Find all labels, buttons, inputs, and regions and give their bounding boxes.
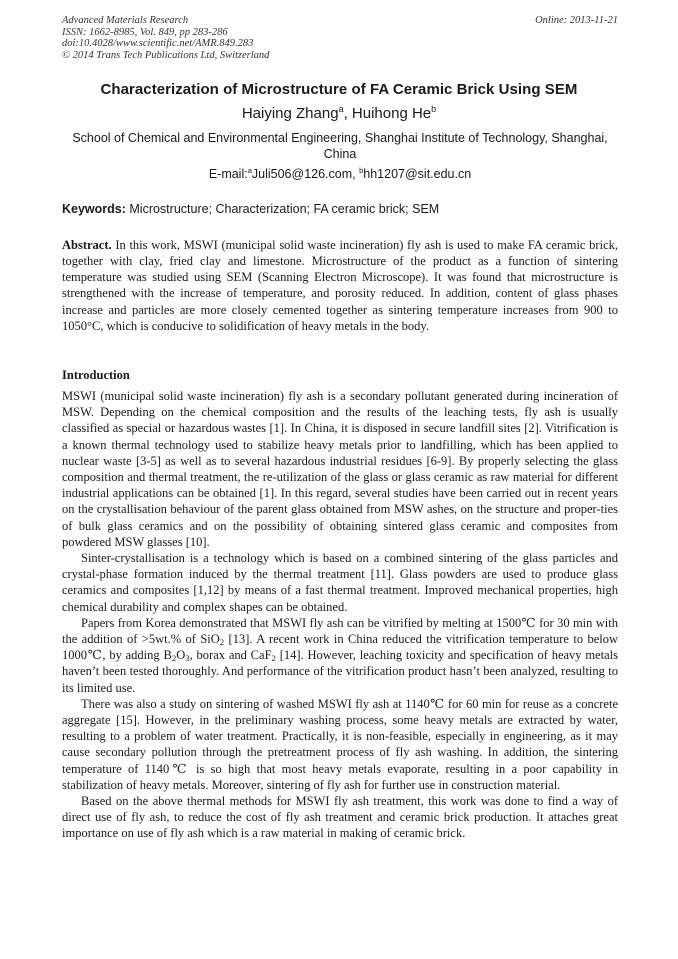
email-prefix: E-mail: [208,167,248,182]
paragraph: Sinter-crystallisation is a technology which is based on a combined sintering of the glass particles and crystal-phase formation induced by the thermal treatment [11]. Glass powders are used to produce glass ceramics and composites [1,12] by means of a fast thermal treatment. Improved mechanical properties, high chemical durability and complex shapes can be obtained. [62,551,618,614]
subscript: 2 [219,637,225,648]
online-date: Online: 2013-11-21 [535,15,618,26]
email-marker: a [247,166,252,175]
paragraph: MSWI (municipal solid waste incineration) fly ash is a secondary pollutant generated during incineration of MSW. Depending on the chemical composition and the results of the leaching tests, fly ash is usually classified as special or hazardous wastes [1]. In China, it is disposed in secure landfill sites [2]. Vitrification is a known thermal technology used to stabilize heavy metals prior to landfilling, which has been applied to nuclear waste [3-5] as well as to several hazardous industrial residues [6-9]. By properly selecting the glass composition and thermal treatment, the re-utilization of the glass or glass ceramic as raw material for different industrial applications can be obtained [1]. In this regard, several studies have been carried out in recent years on the crystallisation behaviour of the parent glass obtained from MSW ashes, on the structure and proper-ties of bulk glass ceramics and on the possibility of obtaining sintered glass ceramic and composites from powdered MSW glasses [10]. [62,389,618,549]
section-heading: Introduction [62,368,130,382]
email-marker: b [359,166,364,175]
affiliation: School of Chemical and Environmental Engineering, Shanghai Institute of Technology, Shanghai, China [72,131,608,161]
abstract [62,237,618,334]
text-run: [13]. A recent work in China reduced the vitrification temperature to below 1000℃, by adding B [62,632,618,663]
author-name: Huihong He [351,105,432,122]
abstract-label: Abstract. [62,238,112,252]
email-address[interactable]: Juli506@126.com [251,167,353,182]
keywords-label: Keywords: [62,202,126,216]
subscript: 2 [171,653,177,664]
introduction-body [62,388,618,842]
text-run: O [176,648,186,663]
author-affil-marker: b [431,104,437,114]
paragraph: Based on the above thermal methods for MSWI fly ash treatment, this work was done to find a way of direct use of fly ash, to reduce the cost of fly ash treatment and ceramic brick production. It attaches great importance on use of fly ash which is a raw material in making of ceramic brick. [62,794,618,841]
text-run: , borax and CaF [189,648,272,663]
email-separator: , [352,167,360,182]
text-run: [14]. However, leaching toxicity and specification of heavy metals haven’t been tested thoroughly. And performance of the vitrification product hasn’t been analyzed, resulting to its limited use. [62,648,618,695]
author-list [40,104,638,122]
abstract-text: In this work, MSWI (municipal solid waste incineration) fly ash is used to make FA ceramic brick, together with clay, fried clay and limestone. Microstructure of the product as a function of sintering temperature was studied using SEM (Scanning Electron Microscope). It was found that microstructure is strengthened with the increase of temperature, and porosity reduced. In addition, content of glass phases increase and particles are more closely cemented together as sintering temperature increases from 900 to 1050°C, which is conducive to solidification of heavy metals in the body. [62,238,618,333]
copyright-line: © 2014 Trans Tech Publications Ltd, Switzerland [62,49,270,61]
keywords-text: Microstructure; Characterization; FA ceramic brick; SEM [125,202,440,216]
subscript: 3 [185,653,190,664]
author-name: Haiying Zhang [241,105,339,122]
issn-line: ISSN: 1662-8985, Vol. 849, pp 283-286 [62,26,228,38]
subscript: 2 [271,653,276,664]
paragraph: There was also a study on sintering of washed MSWI fly ash at 1140℃ for 60 min for reuse as a concrete aggregate [15]. However, in the preliminary washing process, some heavy metals are extracted by water, resulting to a problem of water treatment. Practically, it is non-feasible, especially in engineering, as it may cause secondary pollution through the pretreatment process of fly ash washing. In addition, the sintering temperature of 1140℃ is so high that most heavy metals evaporate, resulting in a poor capability in stabilization of heavy metals. Moreover, sintering of fly ash for further use in construction material. [62,696,618,792]
paper-title: Characterization of Microstructure of FA Ceramic Brick Using SEM [100,81,578,98]
paragraph [62,615,618,696]
keywords [62,202,618,216]
text-run: Papers from Korea demonstrated that MSWI fly ash can be vitrified by melting at 1500℃ for 30 min with the addition of >5wt.% of SiO [62,615,618,647]
author-separator: , [343,105,352,122]
journal-name: Advanced Materials Research [62,15,189,26]
email-line [62,166,618,181]
email-address[interactable]: hh1207@sit.edu.cn [363,167,472,182]
journal-header [62,15,618,61]
author-affil-marker: a [338,104,344,114]
doi-line: doi:10.4028/www.scientific.net/AMR.849.283 [62,38,254,50]
